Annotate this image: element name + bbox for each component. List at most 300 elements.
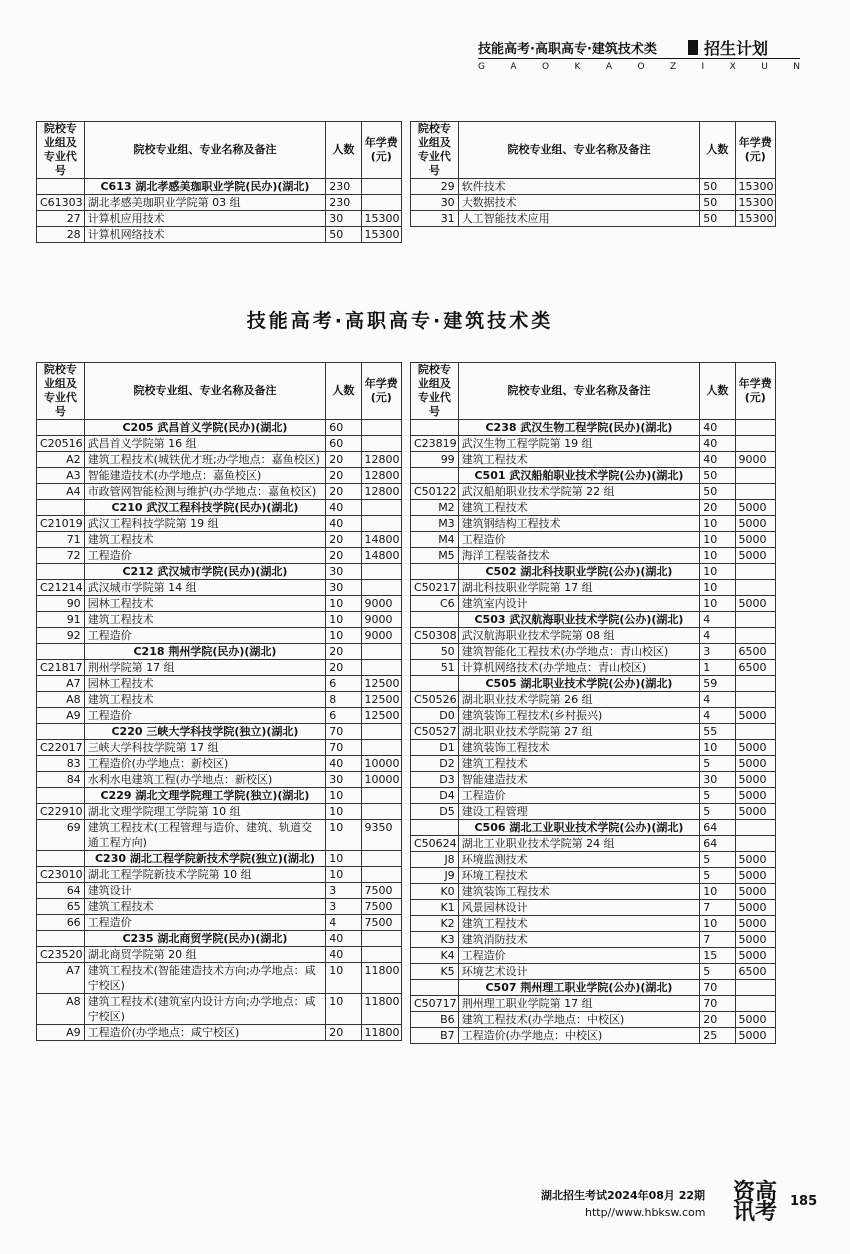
row-fee: 5000 xyxy=(735,596,775,612)
row-count: 70 xyxy=(326,740,361,756)
row-name: 建筑工程技术 xyxy=(84,899,326,915)
section-title: 技能高考·高职高专·建筑技术类 xyxy=(246,310,554,332)
row-code: 83 xyxy=(37,756,85,772)
group-row xyxy=(411,580,776,596)
major-row xyxy=(411,195,776,211)
row-code: C23819 xyxy=(411,436,459,452)
header-subtitle-letter: O xyxy=(637,62,645,72)
row-fee: 12500 xyxy=(361,708,401,724)
row-count: 10 xyxy=(326,994,361,1025)
institution-row xyxy=(37,851,402,867)
row-code: C23520 xyxy=(37,947,85,963)
row-code: 65 xyxy=(37,899,85,915)
col-header-name: 院校专业组、专业名称及备注 xyxy=(458,363,700,420)
major-row xyxy=(37,211,402,227)
header-subtitle-letter: U xyxy=(761,62,768,72)
row-fee: 9000 xyxy=(361,612,401,628)
row-name: 海洋工程装备技术 xyxy=(458,548,700,564)
group-row xyxy=(37,580,402,596)
row-fee xyxy=(361,851,401,867)
row-code: A7 xyxy=(37,676,85,692)
row-count: 5 xyxy=(700,964,735,980)
row-count: 70 xyxy=(700,996,735,1012)
row-count: 4 xyxy=(700,612,735,628)
row-fee: 7500 xyxy=(361,883,401,899)
row-name: 建筑装饰工程技术 xyxy=(458,740,700,756)
row-count: 3 xyxy=(326,899,361,915)
group-row xyxy=(411,692,776,708)
row-name: 建筑工程技术 xyxy=(458,500,700,516)
group-row xyxy=(37,195,402,211)
row-count: 5 xyxy=(700,852,735,868)
row-fee xyxy=(735,564,775,580)
row-name: 荆州学院第 17 组 xyxy=(84,660,326,676)
row-count: 20 xyxy=(326,484,361,500)
row-name: 水利水电建筑工程(办学地点：新校区) xyxy=(84,772,326,788)
major-row xyxy=(411,596,776,612)
row-count: 40 xyxy=(326,931,361,947)
row-name: 建筑工程技术 xyxy=(458,452,700,468)
row-count: 40 xyxy=(326,756,361,772)
row-fee: 11800 xyxy=(361,1025,401,1041)
row-count: 70 xyxy=(700,980,735,996)
row-code: A8 xyxy=(37,692,85,708)
header-subtitle-letter: K xyxy=(574,62,581,72)
row-code: D3 xyxy=(411,772,459,788)
header-title: 技能高考·高职高专·建筑技术类 xyxy=(478,42,657,57)
row-name: 湖北职业技术学院第 26 组 xyxy=(458,692,700,708)
row-code: 31 xyxy=(411,211,459,227)
row-fee: 5000 xyxy=(735,740,775,756)
row-count: 6 xyxy=(326,708,361,724)
row-count: 4 xyxy=(700,628,735,644)
major-row xyxy=(411,772,776,788)
row-fee: 5000 xyxy=(735,500,775,516)
row-code: D1 xyxy=(411,740,459,756)
row-fee: 5000 xyxy=(735,532,775,548)
row-count: 64 xyxy=(700,836,735,852)
major-row xyxy=(411,740,776,756)
col-header-name: 院校专业组、专业名称及备注 xyxy=(84,122,326,179)
major-row xyxy=(411,1028,776,1044)
row-count: 10 xyxy=(326,820,361,851)
row-code: A4 xyxy=(37,484,85,500)
col-header-code: 院校专业组及专业代号 xyxy=(37,122,85,179)
row-code: D4 xyxy=(411,788,459,804)
row-count: 10 xyxy=(326,963,361,994)
row-code: A3 xyxy=(37,468,85,484)
major-row xyxy=(411,964,776,980)
major-row xyxy=(37,915,402,931)
row-name: 工程造价 xyxy=(84,628,326,644)
row-code xyxy=(37,724,85,740)
row-count: 60 xyxy=(326,436,361,452)
row-fee xyxy=(735,836,775,852)
row-name: 湖北文理学院理工学院第 10 组 xyxy=(84,804,326,820)
row-name: C502 湖北科技职业学院(公办)(湖北) xyxy=(458,564,700,580)
row-name: C501 武汉船舶职业技术学院(公办)(湖北) xyxy=(458,468,700,484)
group-row xyxy=(37,436,402,452)
row-fee: 5000 xyxy=(735,756,775,772)
row-fee xyxy=(361,867,401,883)
row-fee xyxy=(735,436,775,452)
row-count: 55 xyxy=(700,724,735,740)
row-fee xyxy=(735,996,775,1012)
row-count: 50 xyxy=(700,468,735,484)
row-code xyxy=(37,564,85,580)
institution-row xyxy=(37,564,402,580)
row-name: 园林工程技术 xyxy=(84,676,326,692)
row-name: C505 湖北职业技术学院(公办)(湖北) xyxy=(458,676,700,692)
row-count: 5 xyxy=(700,756,735,772)
row-count: 6 xyxy=(326,676,361,692)
row-name: 湖北工程学院新技术学院第 10 组 xyxy=(84,867,326,883)
row-name: 建筑装饰工程技术(乡村振兴) xyxy=(458,708,700,724)
header-subtitle-letter: A xyxy=(605,62,613,72)
row-fee: 7500 xyxy=(361,899,401,915)
group-row xyxy=(411,724,776,740)
major-row xyxy=(37,532,402,548)
row-fee: 15300 xyxy=(361,227,401,243)
major-row xyxy=(411,916,776,932)
row-name: 建筑工程技术 xyxy=(84,692,326,708)
row-fee xyxy=(735,580,775,596)
row-fee: 5000 xyxy=(735,708,775,724)
row-fee: 6500 xyxy=(735,964,775,980)
row-count: 3 xyxy=(700,644,735,660)
header-subtitle-letter: Z xyxy=(669,62,677,72)
row-code: 28 xyxy=(37,227,85,243)
row-name: 建筑工程技术 xyxy=(458,916,700,932)
major-row xyxy=(411,500,776,516)
row-code: C50624 xyxy=(411,836,459,852)
major-row xyxy=(37,452,402,468)
row-name: C212 武汉城市学院(民办)(湖北) xyxy=(84,564,326,580)
row-fee: 14800 xyxy=(361,548,401,564)
row-code: 71 xyxy=(37,532,85,548)
row-name: 计算机网络技术(办学地点：青山校区) xyxy=(458,660,700,676)
institution-row xyxy=(37,179,402,195)
row-fee: 11800 xyxy=(361,963,401,994)
group-row xyxy=(411,628,776,644)
header-subtitle xyxy=(478,62,800,72)
header-subtitle-letter: G xyxy=(478,62,485,72)
row-name: 工程造价 xyxy=(84,915,326,931)
row-count: 50 xyxy=(700,195,735,211)
group-row xyxy=(37,804,402,820)
row-name: 建筑消防技术 xyxy=(458,932,700,948)
row-fee xyxy=(735,820,775,836)
row-name: 人工智能技术应用 xyxy=(458,211,700,227)
col-header-fee: 年学费(元) xyxy=(735,122,775,179)
row-name: 武汉城市学院第 14 组 xyxy=(84,580,326,596)
row-name: 环境艺术设计 xyxy=(458,964,700,980)
row-code: M2 xyxy=(411,500,459,516)
footer-url: http//www.hbksw.com xyxy=(585,1206,706,1219)
row-code: K4 xyxy=(411,948,459,964)
row-fee xyxy=(735,676,775,692)
row-code xyxy=(37,500,85,516)
institution-row xyxy=(37,931,402,947)
row-name: 工程造价 xyxy=(458,532,700,548)
row-name: C503 武汉航海职业技术学院(公办)(湖北) xyxy=(458,612,700,628)
row-count: 10 xyxy=(700,580,735,596)
row-count: 5 xyxy=(700,804,735,820)
row-name: 建筑工程技术 xyxy=(84,612,326,628)
row-fee xyxy=(361,947,401,963)
row-name: 建筑室内设计 xyxy=(458,596,700,612)
row-count: 10 xyxy=(700,548,735,564)
row-count: 50 xyxy=(326,227,361,243)
row-code: K3 xyxy=(411,932,459,948)
row-code: M5 xyxy=(411,548,459,564)
row-code: 29 xyxy=(411,179,459,195)
row-count: 15 xyxy=(700,948,735,964)
row-fee xyxy=(361,564,401,580)
row-fee: 5000 xyxy=(735,868,775,884)
row-code: 92 xyxy=(37,628,85,644)
row-fee xyxy=(361,931,401,947)
row-name: 建筑工程技术 xyxy=(458,756,700,772)
row-name: C507 荆州理工职业学院(公办)(湖北) xyxy=(458,980,700,996)
row-name: 工程造价 xyxy=(458,788,700,804)
major-row xyxy=(37,227,402,243)
row-code: J9 xyxy=(411,868,459,884)
row-name: 建筑智能化工程技术(办学地点：青山校区) xyxy=(458,644,700,660)
major-row xyxy=(37,899,402,915)
row-fee: 5000 xyxy=(735,772,775,788)
row-count: 30 xyxy=(326,772,361,788)
major-row xyxy=(411,660,776,676)
row-count: 10 xyxy=(326,788,361,804)
row-code: M3 xyxy=(411,516,459,532)
header-rule xyxy=(478,58,800,59)
institution-row xyxy=(411,564,776,580)
col-header-name: 院校专业组、专业名称及备注 xyxy=(84,363,326,420)
row-code: K1 xyxy=(411,900,459,916)
row-count: 20 xyxy=(700,1012,735,1028)
row-name: C210 武汉工程科技学院(民办)(湖北) xyxy=(84,500,326,516)
row-code: 51 xyxy=(411,660,459,676)
row-fee: 5000 xyxy=(735,804,775,820)
row-code: C22017 xyxy=(37,740,85,756)
row-name: 建筑工程技术(建筑室内设计方向;办学地点：咸宁校区) xyxy=(84,994,326,1025)
group-row xyxy=(411,484,776,500)
major-row xyxy=(37,548,402,564)
row-code: 72 xyxy=(37,548,85,564)
major-row xyxy=(411,932,776,948)
row-code: K5 xyxy=(411,964,459,980)
row-fee: 5000 xyxy=(735,900,775,916)
row-name: C220 三峡大学科技学院(独立)(湖北) xyxy=(84,724,326,740)
col-header-count: 人数 xyxy=(700,122,735,179)
row-count: 60 xyxy=(326,420,361,436)
page-number: 185 xyxy=(790,1194,818,1209)
group-row xyxy=(37,516,402,532)
institution-row xyxy=(37,788,402,804)
major-row xyxy=(37,628,402,644)
row-fee: 15300 xyxy=(735,179,775,195)
row-count: 10 xyxy=(700,916,735,932)
row-code xyxy=(411,468,459,484)
row-count: 10 xyxy=(700,532,735,548)
row-name: 工程造价(办学地点：咸宁校区) xyxy=(84,1025,326,1041)
row-fee: 10000 xyxy=(361,772,401,788)
row-fee xyxy=(361,724,401,740)
row-fee xyxy=(361,516,401,532)
major-row xyxy=(411,452,776,468)
col-header-fee: 年学费(元) xyxy=(735,363,775,420)
institution-row xyxy=(37,500,402,516)
row-code: C23010 xyxy=(37,867,85,883)
row-name: C506 湖北工业职业技术学院(公办)(湖北) xyxy=(458,820,700,836)
row-name: 建筑钢结构工程技术 xyxy=(458,516,700,532)
major-row xyxy=(37,468,402,484)
row-fee xyxy=(361,420,401,436)
row-name: 计算机网络技术 xyxy=(84,227,326,243)
row-code: A7 xyxy=(37,963,85,994)
institution-row xyxy=(411,612,776,628)
row-code: 64 xyxy=(37,883,85,899)
row-fee xyxy=(361,644,401,660)
major-row xyxy=(37,596,402,612)
row-fee: 9000 xyxy=(735,452,775,468)
table-right xyxy=(410,362,776,1044)
row-count: 7 xyxy=(700,932,735,948)
group-row xyxy=(37,947,402,963)
row-fee: 5000 xyxy=(735,788,775,804)
row-count: 50 xyxy=(700,484,735,500)
row-name: 建筑工程技术 xyxy=(84,532,326,548)
row-name: 湖北职业技术学院第 27 组 xyxy=(458,724,700,740)
row-count: 30 xyxy=(326,580,361,596)
row-count: 7 xyxy=(700,900,735,916)
row-name: 湖北科技职业学院第 17 组 xyxy=(458,580,700,596)
row-fee: 12500 xyxy=(361,676,401,692)
row-fee: 15300 xyxy=(735,195,775,211)
row-code: J8 xyxy=(411,852,459,868)
row-name: 风景园林设计 xyxy=(458,900,700,916)
row-name: 建设工程管理 xyxy=(458,804,700,820)
row-name: 建筑设计 xyxy=(84,883,326,899)
row-code: C50527 xyxy=(411,724,459,740)
row-code: 84 xyxy=(37,772,85,788)
row-name: 湖北孝感美珈职业学院第 03 组 xyxy=(84,195,326,211)
row-code: B6 xyxy=(411,1012,459,1028)
row-code: A9 xyxy=(37,1025,85,1041)
row-count: 20 xyxy=(700,500,735,516)
row-name: 大数据技术 xyxy=(458,195,700,211)
group-row xyxy=(37,660,402,676)
row-fee: 5000 xyxy=(735,852,775,868)
major-row xyxy=(411,788,776,804)
major-row xyxy=(411,884,776,900)
row-code xyxy=(37,179,85,195)
header-subtitle-letter: A xyxy=(510,62,517,72)
major-row xyxy=(37,1025,402,1041)
row-name: 武汉工程科技学院第 19 组 xyxy=(84,516,326,532)
major-row xyxy=(37,484,402,500)
row-fee: 15300 xyxy=(735,211,775,227)
row-fee xyxy=(361,580,401,596)
institution-row xyxy=(411,420,776,436)
group-row xyxy=(411,436,776,452)
row-code: 50 xyxy=(411,644,459,660)
row-code xyxy=(411,564,459,580)
row-fee: 10000 xyxy=(361,756,401,772)
row-code xyxy=(411,980,459,996)
row-count: 4 xyxy=(326,915,361,931)
row-code: C6 xyxy=(411,596,459,612)
row-fee: 12500 xyxy=(361,692,401,708)
row-count: 230 xyxy=(326,195,361,211)
col-header-fee: 年学费(元) xyxy=(361,363,401,420)
row-name: 武昌首义学院第 16 组 xyxy=(84,436,326,452)
row-name: 软件技术 xyxy=(458,179,700,195)
row-code xyxy=(37,420,85,436)
row-name: 工程造价 xyxy=(458,948,700,964)
row-name: C229 湖北文理学院理工学院(独立)(湖北) xyxy=(84,788,326,804)
row-code: K2 xyxy=(411,916,459,932)
footer-logo-bottom: 讯考 xyxy=(733,1199,778,1225)
major-row xyxy=(37,963,402,994)
row-name: 武汉航海职业技术学院第 08 组 xyxy=(458,628,700,644)
group-row xyxy=(37,867,402,883)
row-count: 10 xyxy=(700,564,735,580)
row-name: 荆州理工职业学院第 17 组 xyxy=(458,996,700,1012)
institution-row xyxy=(37,644,402,660)
row-count: 10 xyxy=(700,596,735,612)
row-count: 30 xyxy=(700,772,735,788)
row-code xyxy=(411,420,459,436)
institution-row xyxy=(411,676,776,692)
major-row xyxy=(37,692,402,708)
row-count: 40 xyxy=(700,436,735,452)
row-code: C50217 xyxy=(411,580,459,596)
col-header-name: 院校专业组、专业名称及备注 xyxy=(458,122,700,179)
row-code: 69 xyxy=(37,820,85,851)
row-count: 59 xyxy=(700,676,735,692)
row-count: 10 xyxy=(326,851,361,867)
row-count: 20 xyxy=(326,660,361,676)
row-count: 20 xyxy=(326,644,361,660)
row-count: 64 xyxy=(700,820,735,836)
row-fee xyxy=(735,724,775,740)
row-count: 40 xyxy=(700,452,735,468)
row-count: 20 xyxy=(326,548,361,564)
row-fee xyxy=(735,420,775,436)
major-row xyxy=(37,994,402,1025)
major-row xyxy=(37,676,402,692)
row-name: 建筑装饰工程技术 xyxy=(458,884,700,900)
row-fee xyxy=(361,195,401,211)
row-count: 50 xyxy=(700,179,735,195)
row-name: 工程造价(办学地点：中校区) xyxy=(458,1028,700,1044)
row-count: 10 xyxy=(326,867,361,883)
row-name: 湖北工业职业技术学院第 24 组 xyxy=(458,836,700,852)
row-fee: 5000 xyxy=(735,1028,775,1044)
row-count: 40 xyxy=(700,420,735,436)
major-row xyxy=(411,548,776,564)
row-fee xyxy=(361,660,401,676)
row-fee: 11800 xyxy=(361,994,401,1025)
row-name: C218 荆州学院(民办)(湖北) xyxy=(84,644,326,660)
major-row xyxy=(411,948,776,964)
row-fee: 5000 xyxy=(735,884,775,900)
row-code: M4 xyxy=(411,532,459,548)
row-count: 8 xyxy=(326,692,361,708)
row-name: C613 湖北孝感美珈职业学院(民办)(湖北) xyxy=(84,179,326,195)
